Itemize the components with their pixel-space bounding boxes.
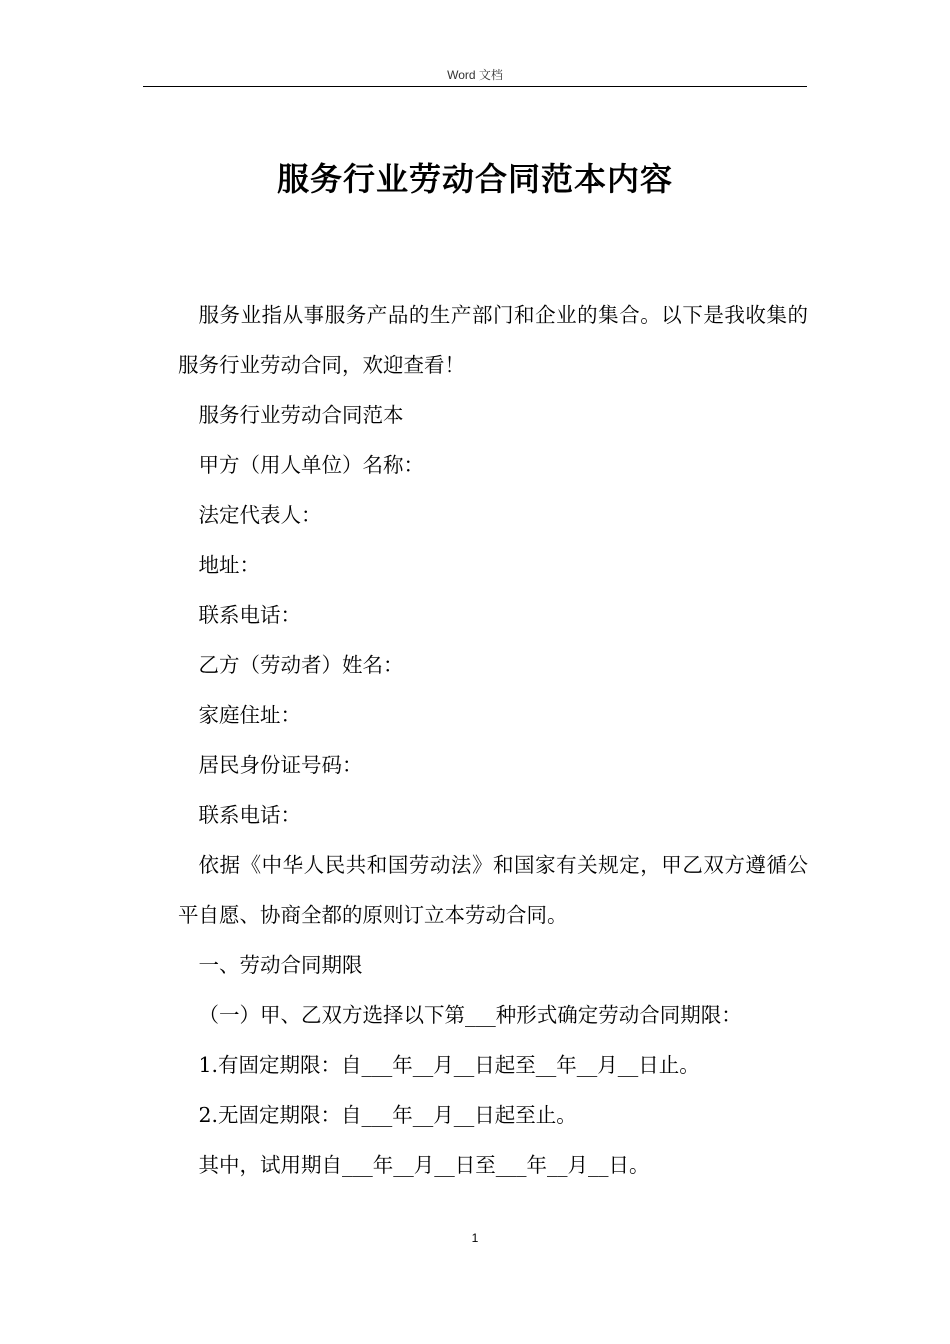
id-number-line: 居民身份证号码： [198,753,363,777]
party-a-address-line: 地址： [198,553,260,577]
page-number: 1 [471,1231,479,1245]
section-heading-term: 一、劳动合同期限 [198,953,363,977]
contract-heading: 服务行业劳动合同范本 [198,403,404,427]
party-b-name-line: 乙方（劳动者）姓名： [198,653,404,677]
legal-representative-line: 法定代表人： [198,503,322,527]
party-b-phone-line: 联系电话： [198,803,301,827]
fixed-term-line: 1.有固定期限：自___年__月__日起至__年__月__日止。 [198,1053,700,1077]
probation-line: 其中，试用期自___年__月__日至___年__月__日。 [198,1153,650,1177]
header-divider [143,86,807,87]
party-a-name-line: 甲方（用人单位）名称： [198,453,424,477]
term-selection-line: （一）甲、乙双方选择以下第___种形式确定劳动合同期限： [198,1003,742,1027]
legal-basis-paragraph: 依据《中华人民共和国劳动法》和国家有关规定，甲乙双方遵循公平自愿、协商全都的原则订立本劳动合同。 [178,853,808,927]
document-title: 服务行业劳动合同范本内容 [276,160,673,198]
open-term-line: 2.无固定期限：自___年__月__日起至止。 [198,1103,577,1127]
intro-paragraph: 服务业指从事服务产品的生产部门和企业的集合。以下是我收集的服务行业劳动合同，欢迎查看！ [178,303,808,377]
party-a-phone-line: 联系电话： [198,603,301,627]
page-header: Word 文档 [447,68,503,82]
party-b-address-line: 家庭住址： [198,703,301,727]
document-body [178,290,808,1190]
